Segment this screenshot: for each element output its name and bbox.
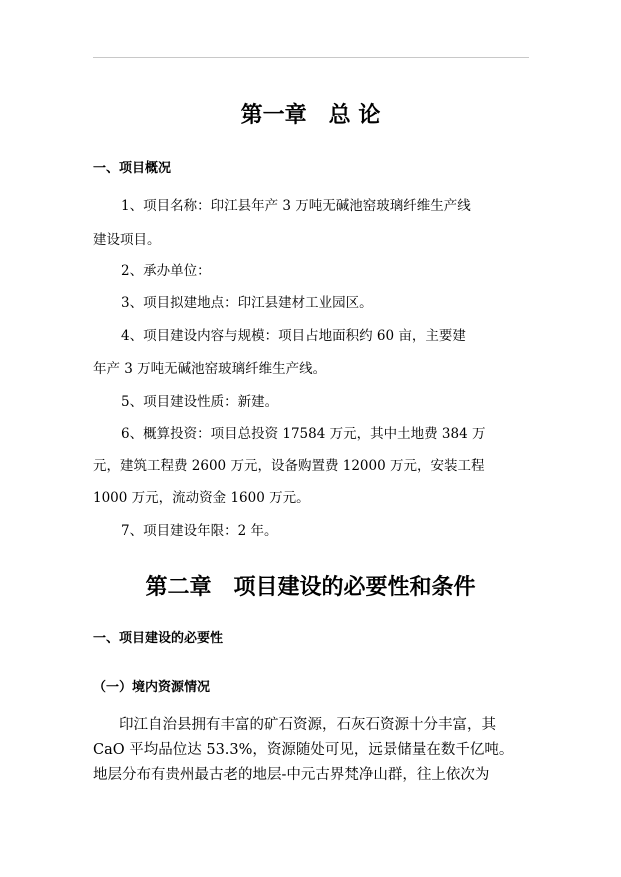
item-2: 2、承办单位：	[121, 263, 211, 279]
item-3: 3、项目拟建地点：印江县建材工业园区。	[121, 295, 373, 311]
paragraph-line-1: 印江自治县拥有丰富的矿石资源，石灰石资源十分丰富，其	[119, 717, 496, 733]
item-4-line-2: 年产 3 万吨无碱池窑玻璃纤维生产线。	[93, 361, 327, 377]
item-4-line-1: 4、项目建设内容与规模：项目占地面积约 60 亩，主要建	[121, 328, 466, 344]
chapter-1-title: 第一章 总 论	[240, 102, 381, 128]
item-7: 7、项目建设年限：2 年。	[121, 523, 278, 539]
item-6-line-2: 元，建筑工程费 2600 万元，设备购置费 12000 万元，安装工程	[93, 458, 485, 474]
header-rule	[93, 57, 529, 58]
item-1-line-2: 建设项目。	[93, 232, 161, 248]
paragraph-line-2: CaO 平均品位达 53.3%，资源随处可见，远景储量在数千亿吨。	[93, 742, 514, 758]
section-project-overview: 一、项目概况	[93, 161, 172, 176]
paragraph-line-3: 地层分布有贵州最古老的地层-中元古界梵净山群，往上依次为	[93, 767, 490, 783]
subsection-resources: （一）境内资源情况	[93, 680, 211, 695]
item-1-line-1: 1、项目名称：印江县年产 3 万吨无碱池窑玻璃纤维生产线	[121, 198, 471, 214]
item-5: 5、项目建设性质：新建。	[121, 394, 279, 410]
item-6-line-3: 1000 万元，流动资金 1600 万元。	[93, 490, 310, 506]
item-6-line-1: 6、概算投资：项目总投资 17584 万元，其中土地费 384 万	[121, 426, 486, 442]
section-necessity: 一、项目建设的必要性	[93, 631, 224, 646]
chapter-2-title: 第二章 项目建设的必要性和条件	[145, 574, 476, 600]
